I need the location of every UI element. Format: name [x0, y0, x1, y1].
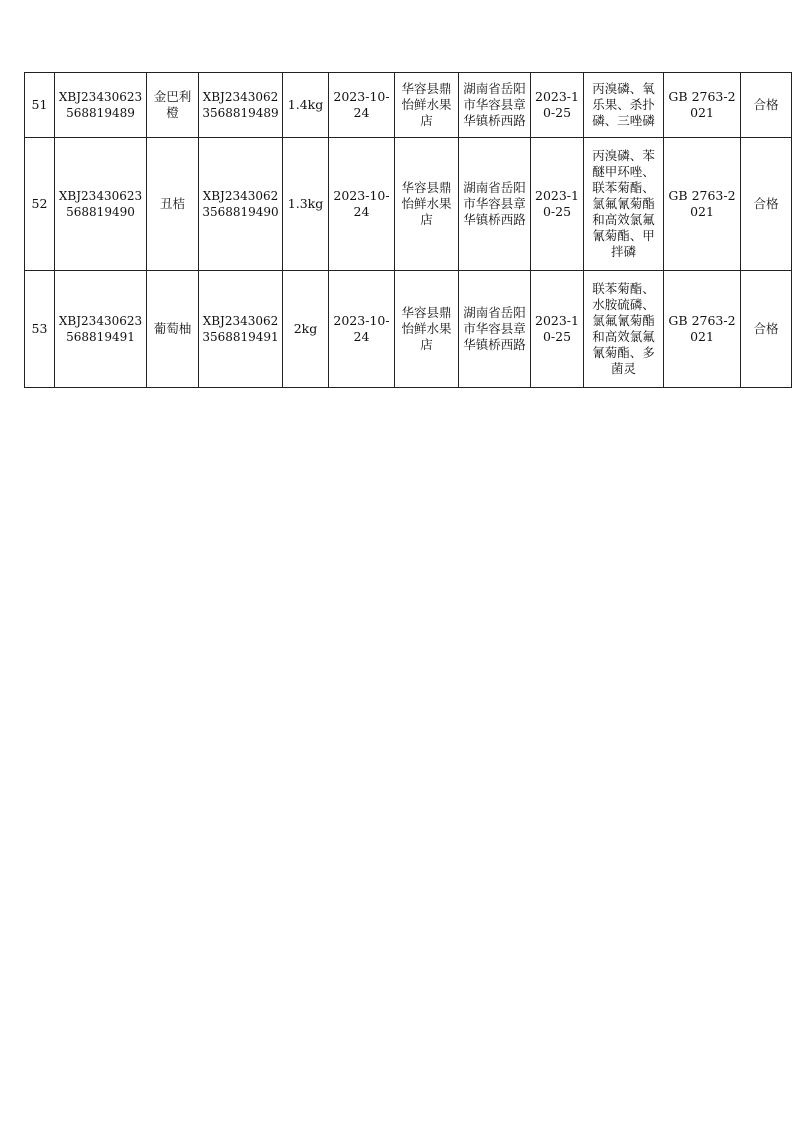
- row-index: 53: [25, 271, 55, 388]
- row-index: 51: [25, 73, 55, 138]
- standard: GB 2763-2021: [664, 138, 741, 271]
- sample-quantity: 1.3kg: [283, 138, 329, 271]
- store-name: 华容县鼎怡鲜水果店: [395, 138, 459, 271]
- table-row: [25, 138, 792, 271]
- store-address: 湖南省岳阳市华容县章华镇桥西路: [459, 271, 531, 388]
- test-date: 2023-10-25: [531, 138, 584, 271]
- test-items: 丙溴磷、氧乐果、杀扑磷、三唑磷: [584, 73, 664, 138]
- store-name: 华容县鼎怡鲜水果店: [395, 271, 459, 388]
- sample-id: XBJ23430623568819491: [55, 271, 147, 388]
- sample-name: 丑桔: [147, 138, 199, 271]
- row-index: 52: [25, 138, 55, 271]
- inspection-results-table: [24, 72, 792, 388]
- sample-name: 金巴利橙: [147, 73, 199, 138]
- test-items: 联苯菊酯、水胺硫磷、氯氟氰菊酯和高效氯氟氰菊酯、多菌灵: [584, 271, 664, 388]
- test-items: 丙溴磷、苯醚甲环唑、联苯菊酯、氯氟氰菊酯和高效氯氟氰菊酯、甲拌磷: [584, 138, 664, 271]
- table-row: [25, 271, 792, 388]
- store-address: 湖南省岳阳市华容县章华镇桥西路: [459, 138, 531, 271]
- inspection-results-table-page: [24, 72, 779, 388]
- sampling-date: 2023-10-24: [329, 73, 395, 138]
- result: 合格: [741, 138, 792, 271]
- standard: GB 2763-2021: [664, 271, 741, 388]
- sample-id-secondary: XBJ23430623568819491: [199, 271, 283, 388]
- table-row: [25, 73, 792, 138]
- sample-id: XBJ23430623568819489: [55, 73, 147, 138]
- test-date: 2023-10-25: [531, 271, 584, 388]
- store-address: 湖南省岳阳市华容县章华镇桥西路: [459, 73, 531, 138]
- result: 合格: [741, 73, 792, 138]
- sample-quantity: 2kg: [283, 271, 329, 388]
- sample-name: 葡萄柚: [147, 271, 199, 388]
- sample-id: XBJ23430623568819490: [55, 138, 147, 271]
- sample-id-secondary: XBJ23430623568819489: [199, 73, 283, 138]
- test-date: 2023-10-25: [531, 73, 584, 138]
- sample-quantity: 1.4kg: [283, 73, 329, 138]
- sample-id-secondary: XBJ23430623568819490: [199, 138, 283, 271]
- result: 合格: [741, 271, 792, 388]
- standard: GB 2763-2021: [664, 73, 741, 138]
- sampling-date: 2023-10-24: [329, 271, 395, 388]
- sampling-date: 2023-10-24: [329, 138, 395, 271]
- store-name: 华容县鼎怡鲜水果店: [395, 73, 459, 138]
